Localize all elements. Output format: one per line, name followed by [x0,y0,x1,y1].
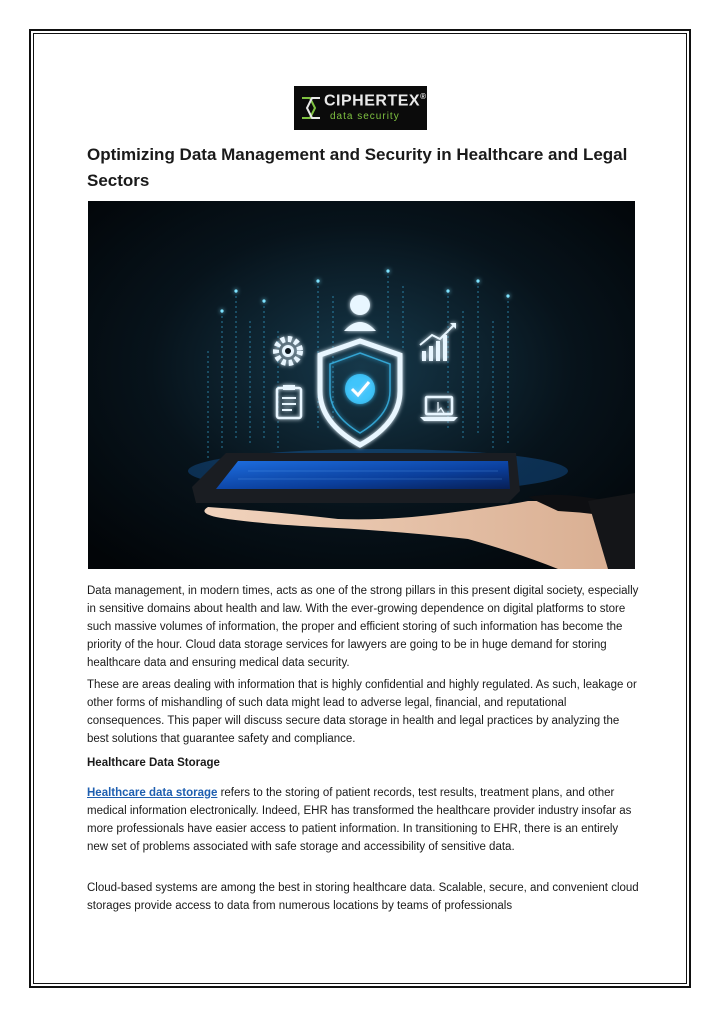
hero-illustration [88,201,635,569]
page-title: Optimizing Data Management and Security in Healthcare and Legal Sectors [87,145,628,190]
hero-image [88,201,635,569]
section-heading: Healthcare Data Storage [87,757,220,769]
healthcare-data-storage-link[interactable]: Healthcare data storage [87,787,218,799]
paragraph-intro: Data management, in modern times, acts as one of the strong pillars in this present digital society, especially in sensitive domains about health and law. With the ever-growing dependence on digital platforms to store such massive volumes of information, the proper and efficient storing of such information has become the priority of the hour. Cloud data storage services for lawyers are going to be in huge demand for storing healthcare data and ensuring medical data security. [87,585,639,669]
paragraph-healthcare-storage [87,784,639,856]
logo-tagline: data security [330,111,400,122]
ciphertex-logo [294,86,427,130]
paragraph-confidential: These are areas dealing with information that is highly confidential and highly regulated. As such, leakage or other forms of mishandling of such data might lead to adverse legal, financial, and reputational consequences. This paper will discuss secure data storage in health and legal practices by analyzing the best solutions that guarantee safety and compliance. [87,679,637,745]
logo-wordmark: CIPHERTEX® [324,92,427,110]
paragraph-cloud: Cloud-based systems are among the best in storing healthcare data. Scalable, secure, and convenient cloud storages provide access to data from numerous locations by teams of professionals [87,882,639,912]
paragraph-healthcare-storage-text: refers to the storing of patient records, test results, treatment plans, and other medical information electronically. Indeed, EHR has transformed the healthcare provider industry insofar as more professionals have easier access to patient information. In transitioning to EHR, there is an entirely new set of problems associated with safe storage and accessibility of sensitive data. [87,787,632,853]
tablet [192,453,520,503]
